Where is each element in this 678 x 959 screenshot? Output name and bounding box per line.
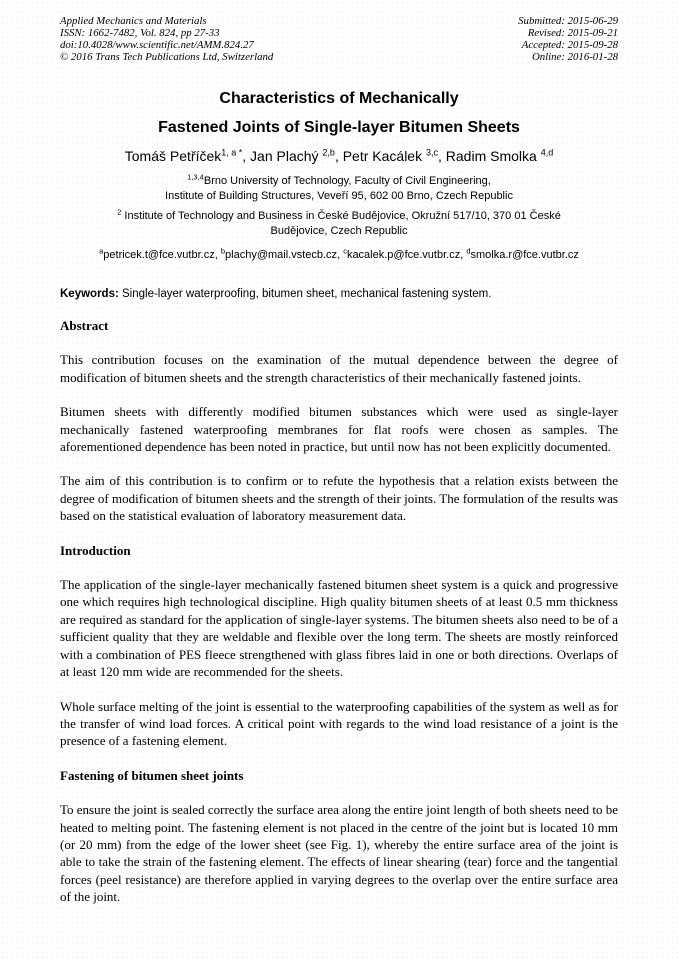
email-separator: , <box>460 249 467 261</box>
keywords-line <box>60 288 618 300</box>
abstract-paragraph: This contribution focuses on the examination of the mutual dependence between the degree of modification of bitumen sheets and the strength characteristics of their mechanically fastened joints. <box>60 352 618 385</box>
affiliation-line <box>60 174 618 189</box>
section-heading-fastening: Fastening of bitumen sheet joints <box>60 767 244 783</box>
email-address: petricek.t@fce.vutbr.cz <box>103 249 215 261</box>
email-marker: d <box>466 246 471 256</box>
submitted-date: Submitted: 2015-06-29 <box>518 15 618 27</box>
section-heading-abstract: Abstract <box>60 318 109 333</box>
author-affil-marker: 1, a * <box>221 147 243 158</box>
introduction-paragraph: The application of the single-layer mechanically fastened bitumen sheet system is a quick and progressive one which requires high technological discipline. High quality bitumen sheets of at least 0.5 mm thickness are required as standard for the application of single-layer systems. The bitumen sheets also need to be of a sufficient quality that they are weldable and flexible over the long term. The sheets are mostly reinforced with a combination of PES fleece strengthened with glass fibres laid in one or both directions. Overlaps of at least 120 mm wide are recommended for the sheets. <box>60 577 618 680</box>
author-affil-marker: 4,d <box>540 147 554 158</box>
fastening-paragraph: To ensure the joint is sealed correctly the surface area along the entire joint length of both sheets need to be heated to melting point. The fastening element is not placed in the centre of the joint but is located 10 mm (or 20 mm) from the edge of the lower sheet (see Fig. 1), whereby the entire surface area of the joint is able to take the strain of the fastening element. The effects of linear shearing (tear) force and the tangential forces (peel resistance) are therefore applied in varying degrees to the overlap over the entire surface area of the joint. <box>60 802 618 905</box>
journal-name: Applied Mechanics and Materials <box>60 15 207 27</box>
journal-header <box>60 15 618 63</box>
author-separator: , <box>242 148 251 164</box>
paper-title <box>60 89 618 137</box>
affiliation-text: Brno University of Technology, Faculty of Civil Engineering, <box>203 175 491 187</box>
journal-issn-volume: ISSN: 1662-7482, Vol. 824, pp 27-33 <box>60 27 220 39</box>
email-address: kacalek.p@fce.vutbr.cz <box>346 249 461 261</box>
email-marker: c <box>343 246 347 256</box>
author <box>446 148 553 164</box>
journal-citation-block <box>60 15 273 63</box>
author-affil-marker: 3,c <box>425 147 438 158</box>
email-entry <box>220 246 344 261</box>
author-name: Tomáš Petříček <box>124 148 222 164</box>
affiliation-line: Institute of Building Structures, Veveří 95, 602 00 Brno, Czech Republic <box>165 189 513 202</box>
online-date: Online: 2016-01-28 <box>531 51 618 63</box>
email-address: smolka.r@fce.vutbr.cz <box>470 249 579 261</box>
author-line <box>60 148 618 164</box>
email-entry <box>99 246 221 261</box>
author-name: Jan Plachý <box>250 148 323 164</box>
paper-title-line1: Characteristics of Mechanically <box>219 90 459 107</box>
email-address: plachy@mail.vstecb.cz <box>225 249 338 261</box>
section-heading-introduction: Introduction <box>60 542 131 558</box>
affiliation-2 <box>60 209 618 238</box>
affiliation-line <box>60 209 618 224</box>
affiliation-marker: 1,3,4 <box>187 172 204 182</box>
email-marker: a <box>99 246 104 256</box>
keywords-text: Single-layer waterproofing, bitumen sheet, mechanical fastening system. <box>118 288 492 300</box>
journal-doi: doi:10.4028/www.scientific.net/AMM.824.27 <box>60 39 254 51</box>
email-marker: b <box>220 246 226 256</box>
abstract-paragraph: The aim of this contribution is to confirm or to refute the hypothesis that a relation exists between the degree of modification of bitumen sheets and the strength of their joints. The formulation of the results was based on the statistical evaluation of laboratory measurement data. <box>60 473 618 524</box>
email-entry <box>343 246 467 261</box>
email-separator: , <box>337 249 344 261</box>
author-name: Petr Kacálek <box>342 148 426 164</box>
email-entry <box>466 246 579 261</box>
abstract-paragraph: Bitumen sheets with differently modified bitumen substances which were used as single-layer mechanically fastened waterproofing membranes for flat roofs were chosen as samples. The aforementioned dependence has been noted in practice, but until now has not been explicitly documented. <box>60 404 618 455</box>
author-name: Radim Smolka <box>445 148 541 164</box>
accepted-date: Accepted: 2015-09-28 <box>521 39 618 51</box>
affiliation-1 <box>60 174 618 203</box>
keywords-label: Keywords: <box>60 288 119 300</box>
affiliation-text: Institute of Technology and Business in České Budějovice, Okružní 517/10, 370 01 České <box>121 210 561 222</box>
paper-body <box>60 317 618 906</box>
revised-date: Revised: 2015-09-21 <box>527 27 618 39</box>
affiliation-line: Budějovice, Czech Republic <box>270 224 408 237</box>
author-affil-marker: 2,b <box>322 147 335 158</box>
submission-dates-block <box>518 15 618 63</box>
journal-copyright: © 2016 Trans Tech Publications Ltd, Switzerland <box>60 51 274 63</box>
author-separator: , <box>438 148 446 164</box>
email-separator: , <box>214 249 221 261</box>
author <box>125 148 250 164</box>
affiliation-marker: 2 <box>117 207 122 217</box>
author <box>250 148 343 164</box>
paper-title-line2: Fastened Joints of Single-layer Bitumen Sheets <box>158 119 520 136</box>
author-separator: , <box>334 148 343 164</box>
introduction-paragraph: Whole surface melting of the joint is essential to the waterproofing capabilities of the system as well as for the transfer of wind load forces. A critical point with regards to the wind load resistance of a joint is the presence of a fastening element. <box>60 698 618 749</box>
author-emails-line <box>60 246 618 261</box>
author <box>343 148 446 164</box>
